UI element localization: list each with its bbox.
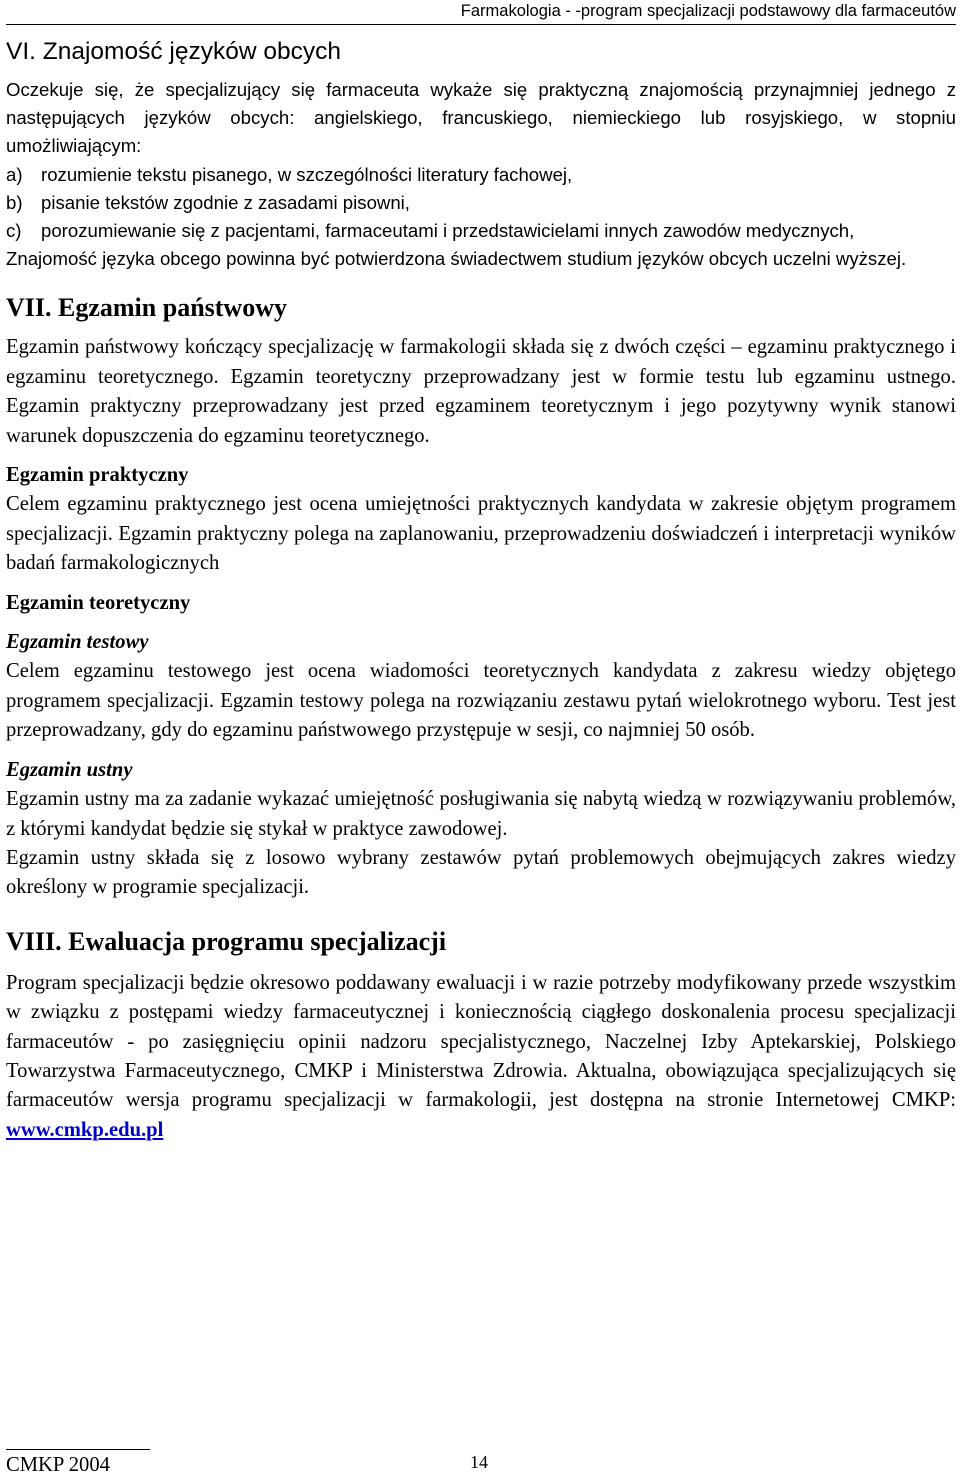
header-rule (6, 24, 956, 25)
list-item (6, 217, 956, 245)
list-item (6, 189, 956, 217)
practical-exam-heading: Egzamin praktyczny (6, 464, 189, 487)
evaluation-text: Program specjalizacji będzie okresowo poddawany ewaluacji i w razie potrzeby modyfikowany przede wszystkim w związku z postępami wiedzy farmaceutycznej i koniecznością ciągłego doskonalenia procesu specjalizacji farmaceutów - po zasięgnięciu opinii nadzoru specjalistycznego, Naczelnej Izby Aptekarskiej, Polskiego Towarzystwa Farmaceutycznego, CMKP i Ministerstwa Zdrowia. Aktualna, obowiązująca specjalizujących się farmaceutów wersja programu specjalizacji w farmakologii, jest dostępna na stronie Internetowej CMKP: (6, 971, 956, 1112)
section-6-closing: Znajomość języka obcego powinna być potwierdzona świadectwem studium języków obcych uczelni wyższej. (6, 248, 907, 270)
footer-publisher: CMKP 2004 (6, 1454, 110, 1476)
oral-exam-text: Egzamin ustny składa się z losowo wybrany zestawów pytań problemowych obejmujących zakres wiedzy określony w programie specjalizacji. (6, 846, 956, 899)
section-7-body (6, 333, 956, 902)
oral-exam-text: Egzamin ustny ma za zadanie wykazać umiejętność posługiwania się nabytą wiedzą w rozwiązywaniu problemów, z którymi kandydat będzie się stykał w praktyce zawodowej. (6, 788, 956, 840)
list-marker: a) (6, 163, 23, 185)
footer-rule (6, 1449, 150, 1450)
running-header: Farmakologia - -program specjalizacji podstawowy dla farmaceutów (460, 2, 956, 20)
page-content (6, 37, 956, 1145)
page-number: 14 (470, 1452, 488, 1472)
list-item-text: rozumienie tekstu pisanego, w szczególności literatury fachowej, (41, 163, 573, 185)
section-8-text (6, 969, 956, 1145)
section-7-title: VII. Egzamin państwowy (6, 293, 287, 323)
language-skills-list (6, 161, 956, 246)
section-7-intro: Egzamin państwowy kończący specjalizację w farmakologii składa się z dwóch części – egzaminu praktycznego i egzaminu teoretycznego. Egzamin teoretyczny przeprowadzany jest w formie testu lub egzaminu ustnego. Egzamin praktyczny przeprowadzany jest przed egzaminem teoretycznym i jego pozytywny wynik stanowi warunek dopuszczenia do egzaminu teoretycznego. (6, 336, 956, 447)
list-item (6, 161, 956, 189)
test-exam-text: Celem egzaminu testowego jest ocena wiadomości teoretycznych kandydata z zakresu wiedzy objętego programem specjalizacji. Egzamin testowy polega na rozwiązaniu zestawu pytań wielokrotnego wyboru. Test jest przeprowadzany, gdy do egzaminu państwowego przystępuje w sesji, co najmniej 50 osób. (6, 660, 956, 742)
cmkp-website-link[interactable]: www.cmkp.edu.pl (6, 1118, 164, 1141)
section-8-title: VIII. Ewaluacja programu specjalizacji (6, 926, 447, 956)
section-6-title: VI. Znajomość języków obcych (6, 38, 341, 65)
test-exam-heading: Egzamin testowy (6, 631, 149, 654)
section-6-intro: Oczekuje się, że specjalizujący się farmaceuta wykaże się praktyczną znajomością przynajmniej jednego z następujących języków obcych: angielskiego, francuskiego, niemieckiego lub rosyjskiego, w stopniu umożliwiającym: (6, 79, 956, 157)
section-6-body (6, 76, 956, 273)
oral-exam-heading: Egzamin ustny (6, 758, 133, 781)
list-marker: b) (6, 191, 23, 213)
list-item-text: porozumiewanie się z pacjentami, farmaceutami i przedstawicielami innych zawodów medycznych, (41, 220, 855, 242)
section-8-body (6, 969, 956, 1145)
list-item-text: pisanie tekstów zgodnie z zasadami pisowni, (41, 191, 410, 213)
list-marker: c) (6, 220, 22, 242)
practical-exam-text: Celem egzaminu praktycznego jest ocena umiejętności praktycznych kandydata w zakresie objętym programem specjalizacji. Egzamin praktyczny polega na zaplanowaniu, przeprowadzeniu doświadczeń i interpretacji wyników badań farmakologicznych (6, 493, 956, 575)
theory-exam-heading: Egzamin teoretyczny (6, 591, 191, 614)
